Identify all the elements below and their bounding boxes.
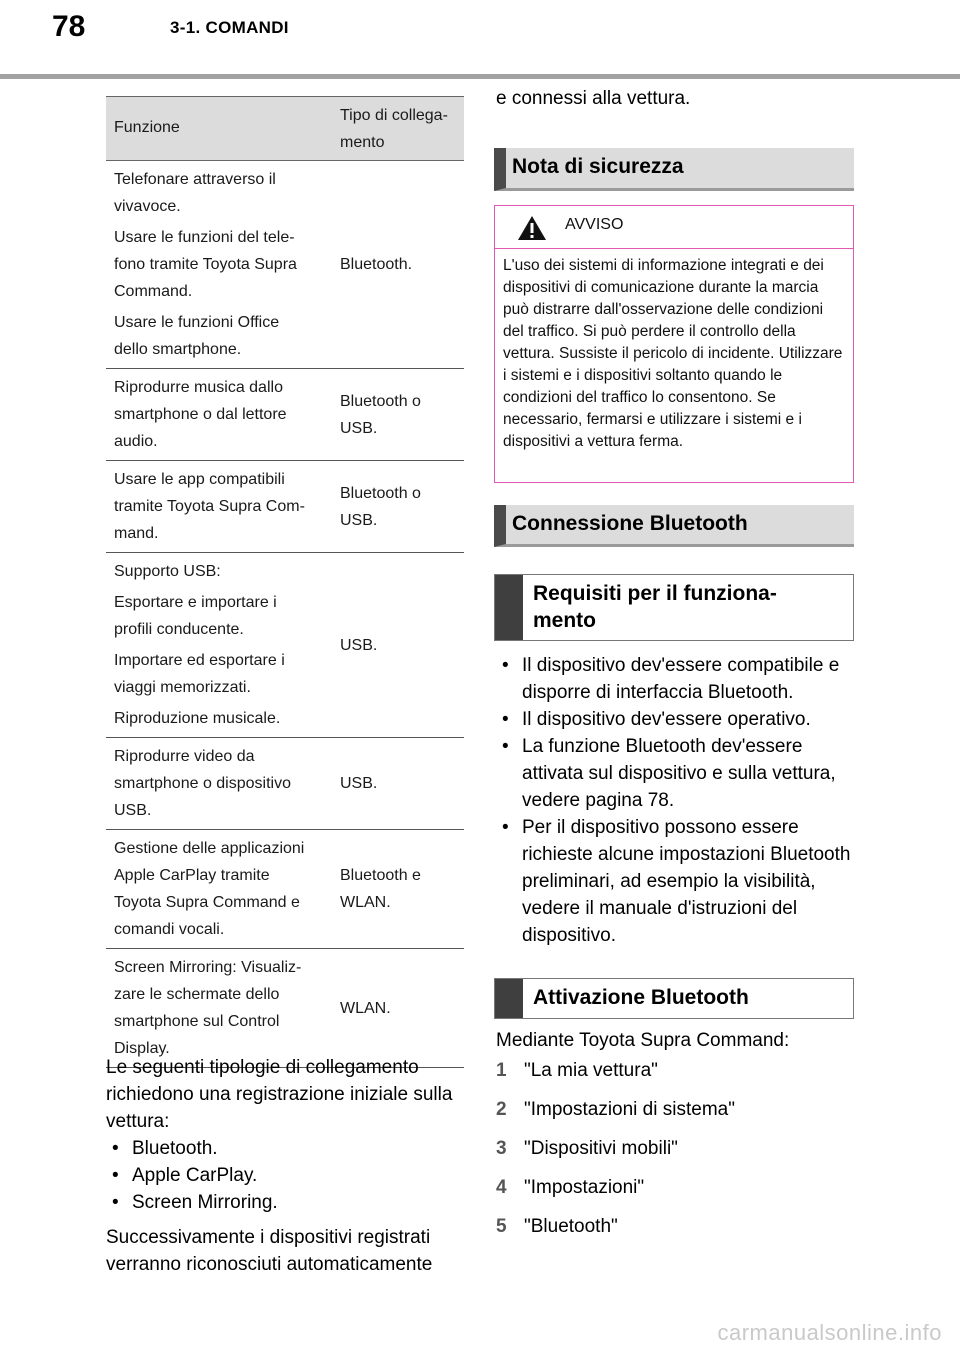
function-text: Usare le funzioni del tele- fono tramite Toyota Supra Command.: [114, 229, 297, 300]
watermark: carmanualsonline.info: [717, 1320, 942, 1345]
activation-heading: Attivazione Bluetooth: [494, 978, 854, 1019]
connection-type: WLAN.: [332, 949, 464, 1068]
function-text: Riprodurre video da smartphone o dispositivo USB.: [114, 748, 291, 819]
connection-type: USB.: [332, 738, 464, 830]
function-text: Riproduzione musicale.: [114, 710, 281, 727]
function-text: Telefonare attraverso il vivavoce.: [114, 171, 276, 215]
connection-type: Bluetooth o USB.: [332, 369, 464, 461]
function-text: Esportare e importare i profili conducente.: [114, 594, 277, 638]
table-row: [106, 553, 464, 738]
warning-text: L'uso dei sistemi di informazione integrati e dei dispositivi di comunicazione durante la marcia può distrarre dall'osservazione delle condizioni del traffico. Si può perdere il controllo della vettura. Sussiste il pericolo di incidente. Utilizzare i sistemi e i dispositivi soltanto quando le condizioni del traffico lo consentono. Se necessario, fermarsi e utilizzare i sistemi e i dispositivi a vettura ferma.: [503, 257, 843, 450]
connection-type: Bluetooth e WLAN.: [332, 830, 464, 949]
list-item: • Il dispositivo dev'essere compatibile e disporre di interfaccia Bluetooth.: [496, 652, 856, 706]
registration-list: [106, 1135, 456, 1216]
step-item: 3 "Dispositivi mobili": [496, 1138, 678, 1159]
step-item: 1 "La mia vettura": [496, 1060, 658, 1081]
registration-followup: Successivamente i dispositivi registrati verranno riconosciuti automaticamente: [106, 1227, 433, 1275]
list-item: • Per il dispositivo possono essere richieste alcune impostazioni Bluetooth preliminari, ad esempio la visibilità, vedere il manuale d'istruzioni del dispositivo.: [496, 814, 856, 949]
list-item: • Apple CarPlay.: [106, 1162, 456, 1189]
step-item: 4 "Impostazioni": [496, 1177, 645, 1198]
function-text: Gestione delle applicazioni Apple CarPlay tramite Toyota Supra Command e comandi vocali.: [114, 840, 305, 938]
header-divider: [0, 74, 960, 79]
list-item: • La funzione Bluetooth dev'essere attivata sul dispositivo e sulla vettura, vedere pagina 78.: [496, 733, 856, 814]
continuation-text: e connessi alla vettura.: [496, 88, 691, 109]
connection-table: [106, 96, 464, 1068]
function-text: Riprodurre musica dallo smartphone o dal lettore audio.: [114, 379, 287, 450]
function-text: Supporto USB:: [114, 563, 221, 580]
section-title: 3-1. COMANDI: [170, 18, 289, 37]
bluetooth-connection-heading: Connessione Bluetooth: [494, 505, 854, 547]
table-row: [106, 161, 464, 369]
step-item: 5 "Bluetooth": [496, 1216, 618, 1237]
function-text: Usare le funzioni Office dello smartphone.: [114, 314, 280, 358]
safety-heading: Nota di sicurezza: [494, 148, 854, 191]
list-item: • Screen Mirroring.: [106, 1189, 456, 1216]
function-text: Importare ed esportare i viaggi memorizzati.: [114, 652, 285, 696]
registration-intro: Le seguenti tipologie di collegamento richiedono una registrazione iniziale sulla vettura:: [106, 1057, 453, 1132]
page-number: 78: [52, 10, 86, 43]
list-item: • Il dispositivo dev'essere operativo.: [496, 706, 856, 733]
step-item: 2 "Impostazioni di sistema": [496, 1099, 735, 1120]
connection-type: Bluetooth.: [332, 161, 464, 369]
table-row: [106, 738, 464, 830]
table-header-type: Tipo di collega- mento: [332, 97, 464, 161]
table-row: [106, 830, 464, 949]
requirements-list: [496, 652, 856, 949]
registration-text: [106, 1054, 456, 1278]
connection-type: USB.: [332, 553, 464, 738]
function-text: Screen Mirroring: Visualiz- zare le schermate dello smartphone sul Control Display.: [114, 959, 302, 1057]
warning-box: [494, 205, 854, 483]
table-row: [106, 461, 464, 553]
connection-type: Bluetooth o USB.: [332, 461, 464, 553]
table-row: [106, 949, 464, 1068]
table-header-function: Funzione: [106, 97, 332, 161]
warning-triangle-icon: [517, 215, 547, 241]
list-item: • Bluetooth.: [106, 1135, 456, 1162]
requirements-heading: Requisiti per il funziona- mento: [494, 574, 854, 641]
steps-list: [496, 1060, 735, 1255]
function-text: Usare le app compatibili tramite Toyota Supra Com- mand.: [114, 471, 305, 542]
table-row: [106, 369, 464, 461]
warning-title: AVVISO: [565, 216, 624, 233]
steps-intro: Mediante Toyota Supra Command:: [496, 1030, 790, 1051]
